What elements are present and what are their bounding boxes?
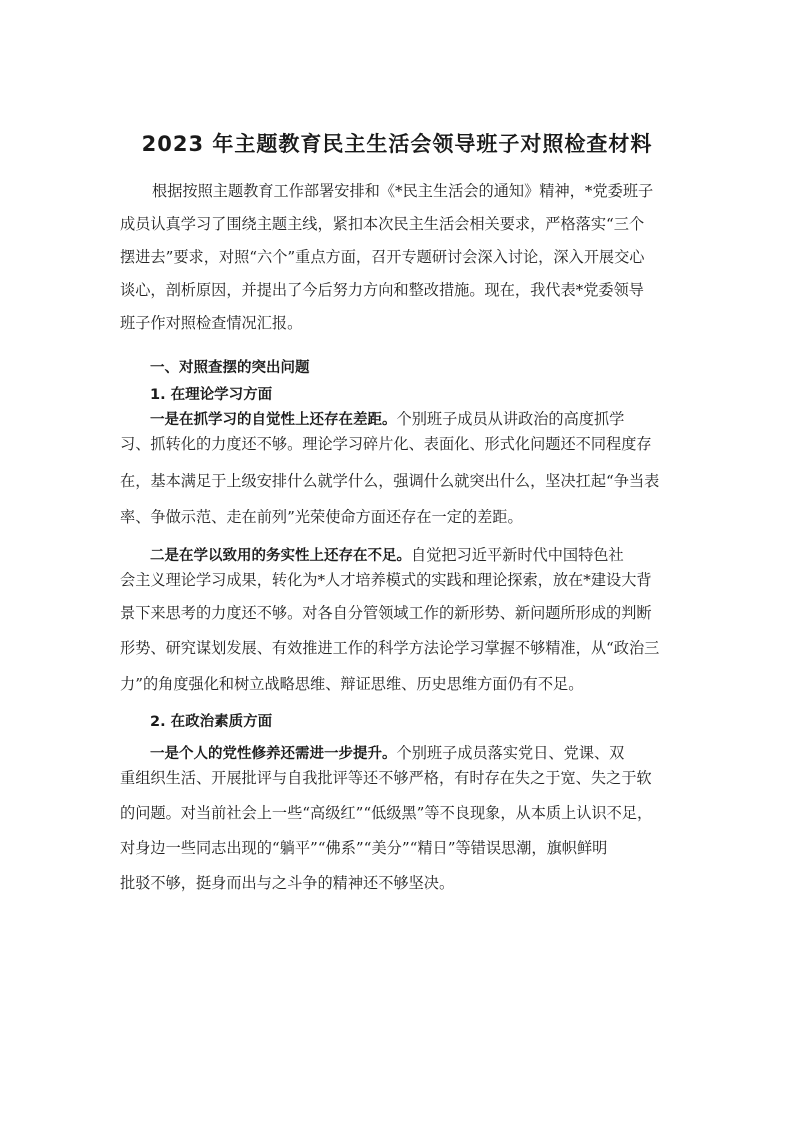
document-title: 2023 年主题教育民主生活会领导班子对照检查材料 xyxy=(141,132,653,156)
para2-line-5: 力”的角度强化和树立战略思维、辩证思维、历史思维方面仍有不足。 xyxy=(120,675,584,693)
para2-line-4: 形势、研究谋划发展、有效推进工作的科学方法论学习掌握不够精准，从“政治三 xyxy=(120,639,660,657)
para3-line-3: 的问题。对当前社会上一些“高级红”“低级黑”等不良现象，从本质上认识不足， xyxy=(120,804,653,822)
para3-line-5: 批驳不够，挺身而出与之斗争的精神还不够坚决。 xyxy=(120,874,455,892)
para1-line-4: 率、争做示范、走在前列”光荣使命方面还存在一定的差距。 xyxy=(120,508,523,526)
para3-line-1 xyxy=(150,742,680,765)
para2-text: 自觉把习近平新时代中国特色社 xyxy=(411,546,624,564)
para1-line-3: 在，基本满足于上级安排什么就学什么，强调什么就突出什么，坚决扛起“争当表 xyxy=(120,472,660,490)
intro-line-2: 成员认真学习了围绕主题主线，紧扣本次民主生活会相关要求，严格落实“三个 xyxy=(120,215,645,233)
section-heading: 一、对照查摆的突出问题 xyxy=(150,360,310,376)
para3-lead: 一是个人的党性修养还需进一步提升。 xyxy=(150,746,397,762)
para3-text: 个别班子成员落实党日、党课、双 xyxy=(396,744,625,762)
para3-line-4: 对身边一些同志出现的“躺平”“佛系”“美分”“精日”等错误思潮，旗帜鲜明 xyxy=(120,839,608,857)
intro-line-1: 根据按照主题教育工作部署安排和《*民主生活会的通知》精神，*党委班子 xyxy=(152,182,654,200)
para1-text: 个别班子成员从讲政治的高度抓学 xyxy=(396,410,625,428)
intro-line-3: 摆进去”要求，对照“六个”重点方面，召开专题研讨会深入讨论，深入开展交心 xyxy=(120,248,645,266)
para1-line-2: 习、抓转化的力度还不够。理论学习碎片化、表面化、形式化问题还不同程度存 xyxy=(120,435,652,453)
para1-lead: 一是在抓学习的自觉性上还存在差距。 xyxy=(150,412,397,428)
para2-line-1 xyxy=(150,544,680,567)
subsection-heading-2: 2. 在政治素质方面 xyxy=(150,714,273,730)
para2-lead: 二是在学以致用的务实性上还存在不足。 xyxy=(150,548,411,564)
para2-line-3: 景下来思考的力度还不够。对各自分管领域工作的新形势、新问题所形成的判断 xyxy=(120,604,652,622)
intro-line-4: 谈心，剖析原因，并提出了今后努力方向和整改措施。现在，我代表*党委领导 xyxy=(120,281,644,299)
subsection-heading-1: 1. 在理论学习方面 xyxy=(150,387,273,403)
intro-line-5: 班子作对照检查情况汇报。 xyxy=(120,314,303,332)
para2-line-2: 会主义理论学习成果，转化为*人才培养模式的实践和理论探索，放在*建设大背 xyxy=(120,571,652,589)
para1-line-1 xyxy=(150,408,680,431)
para3-line-2: 重组织生活、开展批评与自我批评等还不够严格，有时存在失之于宽、失之于软 xyxy=(120,769,652,787)
